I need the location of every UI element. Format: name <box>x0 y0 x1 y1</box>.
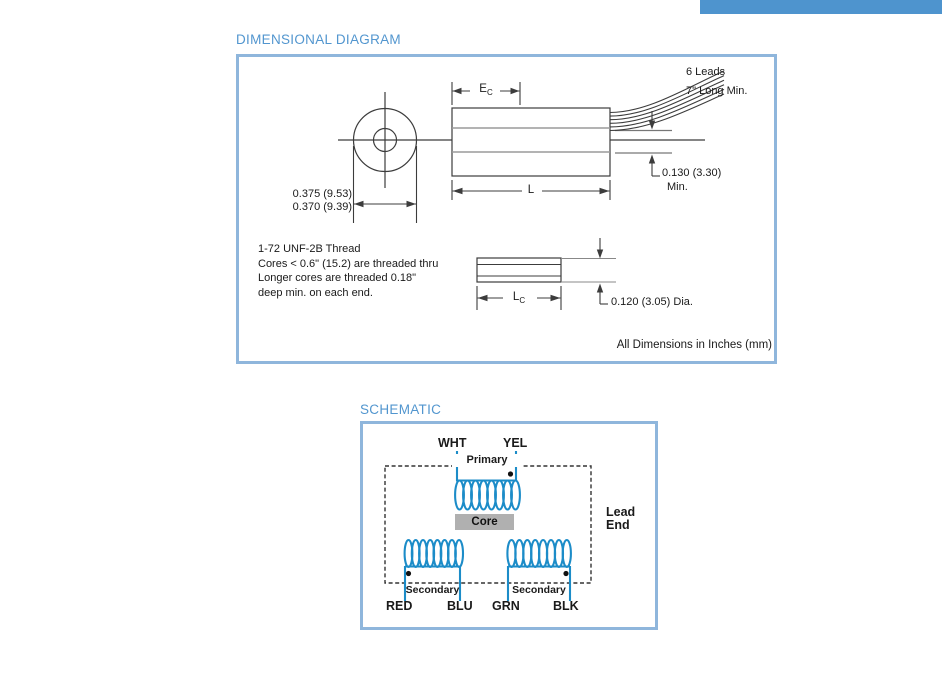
thread-note <box>258 242 438 300</box>
schematic-title: SCHEMATIC <box>360 402 442 417</box>
secondary-left-polarity-dot <box>406 571 411 576</box>
leads-length-label: 7" Long Min. <box>686 85 748 97</box>
thread-note-line-1: 1-72 UNF-2B Thread <box>258 243 361 255</box>
length-dimension-label: L <box>527 184 535 196</box>
ec-dimension-label: $E_C$ <box>479 83 493 97</box>
thread-note-line-4: deep min. on each end. <box>258 286 373 299</box>
wire-label-blk: BLK <box>553 599 579 613</box>
secondary-right-label: Secondary <box>512 584 566 596</box>
lc-dimension-label: $L_C$ <box>512 291 526 305</box>
secondary-right-polarity-dot <box>563 571 568 576</box>
wire-label-wht: WHT <box>438 436 467 450</box>
lead-length-arrows <box>649 111 660 176</box>
dimensional-diagram-title: DIMENSIONAL DIAGRAM <box>236 32 401 47</box>
core-diameter-label: 0.120 (3.05) Dia. <box>611 296 693 308</box>
body-diameter-max-label: 0.375 (9.53) <box>292 188 352 200</box>
leads-count-label: 6 Leads <box>686 66 726 78</box>
primary-polarity-dot <box>508 471 513 476</box>
wire-label-blu: BLU <box>447 599 473 613</box>
secondary-left-label: Secondary <box>405 584 460 596</box>
end-view-drawing <box>338 92 452 188</box>
lead-offset-min-label: Min. <box>667 181 688 193</box>
lead-wires <box>610 71 724 131</box>
body-outline <box>452 108 610 176</box>
units-note: All Dimensions in Inches (mm) <box>616 339 772 351</box>
thread-note-line-2: Cores < 0.6" (15.2) are threaded thru <box>258 257 439 270</box>
core-diameter-arrows <box>597 238 608 304</box>
core-side-view <box>477 258 616 282</box>
wire-label-grn: GRN <box>492 599 520 613</box>
primary-label: Primary <box>452 454 522 467</box>
body-diameter-min-label: 0.370 (9.39) <box>292 201 352 213</box>
wire-label-yel: YEL <box>503 436 528 450</box>
lead-offset-label: 0.130 (3.30) <box>662 167 722 179</box>
core-label: Core <box>455 514 514 530</box>
thread-note-line-3: Longer cores are threaded 0.18" <box>258 272 417 285</box>
wire-label-red: RED <box>386 599 413 613</box>
lead-end-label: Lead End <box>606 505 636 532</box>
